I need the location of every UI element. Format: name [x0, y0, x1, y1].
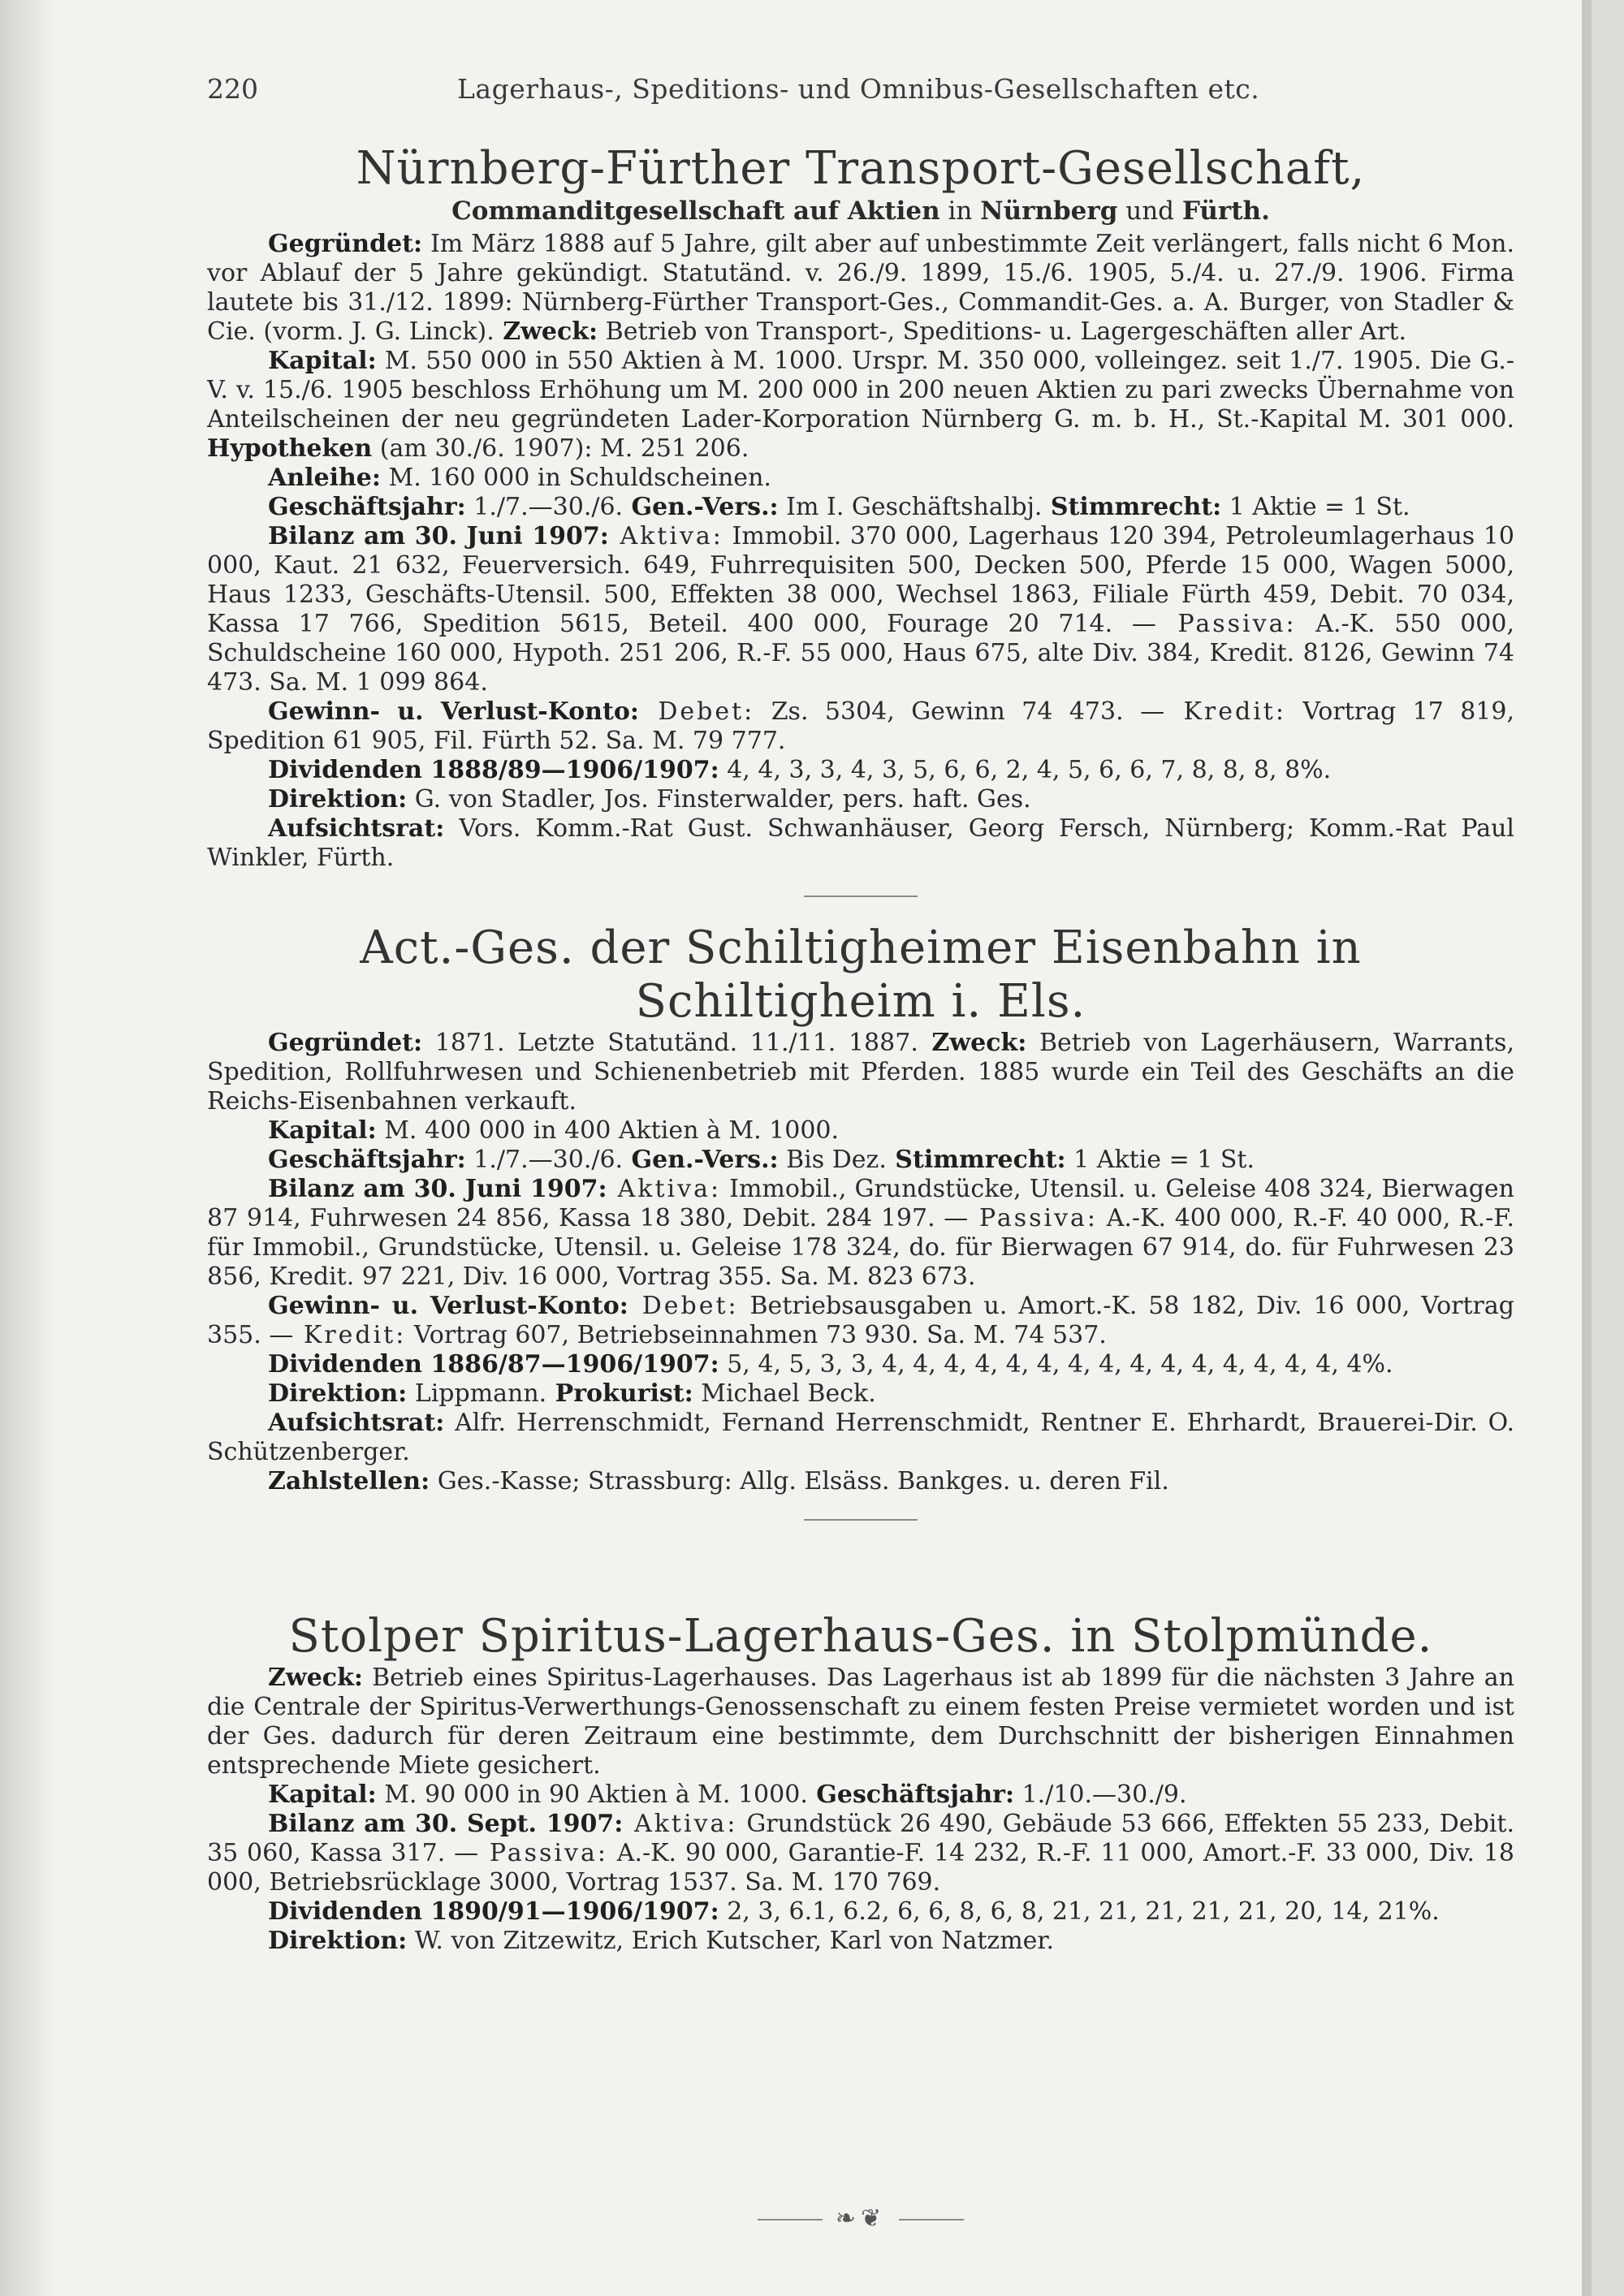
- entry-spaced-label: Passiva:: [478, 1839, 608, 1867]
- section-divider: [804, 1519, 918, 1521]
- entry-spaced-label: Passiva:: [968, 1204, 1099, 1232]
- entry-label: Direktion:: [268, 1379, 408, 1408]
- gutter-shadow: [0, 0, 57, 2296]
- entry-label: Stimmrecht:: [1042, 493, 1222, 521]
- entry-text: Immobil., Grundstücke, Utensil. u. Geleise 408 324, Bierwagen 87 914, Fuhrwesen 24 856, Kassa 18 380, Debit. 284 197. —: [207, 1175, 1514, 1232]
- section-divider: [804, 896, 918, 897]
- entry-label: Kapital:: [268, 1780, 377, 1809]
- entry-text: (am 30./6. 1907): M. 251 206.: [372, 434, 749, 463]
- subtitle-und: und: [1117, 196, 1182, 226]
- section-title: Act.-Ges. der Schiltigheimer Eisenbahn in Schiltigheim i. Els.: [360, 921, 1362, 1028]
- content: [207, 142, 1515, 2233]
- entry-label: Dividenden 1888/89—1906/1907:: [268, 756, 719, 784]
- entry-spaced-label: Passiva:: [1155, 610, 1297, 638]
- entry-label: Gewinn- u. Verlust-Konto:: [268, 697, 639, 726]
- entry-bilanz: [207, 1175, 1514, 1292]
- entry-label: Gen.-Vers.:: [623, 1146, 779, 1174]
- entry-label: Stimmrecht:: [886, 1146, 1066, 1174]
- section-title: Stolper Spiritus-Lagerhaus-Ges. in Stolpmünde.: [288, 1610, 1433, 1663]
- entry-dividenden: [207, 1897, 1514, 1927]
- entry-label: Zahlstellen:: [268, 1467, 430, 1495]
- ornament-rule-left: [758, 2219, 823, 2220]
- entry-label: Kapital:: [268, 347, 377, 375]
- entry-geschaeftsjahr: [207, 493, 1514, 522]
- entry-text: Vortrag 17 819, Spedition 61 905, Fil. Fürth 52. Sa. M. 79 777.: [207, 697, 1514, 755]
- entry-geschaeftsjahr: [207, 1146, 1514, 1175]
- entry-label: Dividenden 1886/87—1906/1907:: [268, 1350, 719, 1379]
- entry-spaced-label: Debet:: [628, 1292, 739, 1320]
- ornament-rule-right: [899, 2219, 964, 2220]
- entry-text: Vortrag 607, Betriebseinnahmen 73 930. Sa. M. 74 537.: [406, 1321, 1107, 1349]
- entry-label: Geschäftsjahr:: [268, 1146, 466, 1174]
- entry-text: 4, 4, 3, 3, 4, 3, 5, 6, 6, 2, 4, 5, 6, 6, 7, 8, 8, 8, 8%.: [719, 756, 1332, 784]
- entry-label: Prokurist:: [546, 1379, 693, 1408]
- entry-text: 2, 3, 6.1, 6.2, 6, 6, 8, 6, 8, 21, 21, 21, 21, 21, 20, 14, 21%.: [719, 1897, 1440, 1926]
- entry-direktion: [207, 1379, 1514, 1409]
- entry-text: Betrieb von Transport-, Speditions- u. Lagergeschäften aller Art.: [598, 317, 1406, 346]
- entry-label: Geschäftsjahr:: [807, 1780, 1015, 1809]
- subtitle-in: in: [939, 196, 981, 226]
- section-title: Nürnberg-Fürther Transport-Gesellschaft,: [356, 142, 1366, 195]
- entry-text: Betrieb eines Spiritus-Lagerhauses. Das Lagerhaus ist ab 1899 für die nächsten 3 Jahre an die Centrale der Spiritus-Verwerthungs-Genossenschaft zu einem festen Preise vermietet worden und ist der Ges. dadurch für deren Zeitraum eine bestimmte, dem Durchschnitt der bisherigen Einnahmen entsprechende Miete gesichert.: [207, 1664, 1514, 1780]
- entry-text: Zs. 5304, Gewinn 74 473. —: [754, 697, 1165, 726]
- entry-spaced-label: Aktiva:: [607, 1175, 722, 1203]
- entry-spaced-label: Kredit:: [1164, 697, 1286, 726]
- entry-spaced-label: Aktiva:: [608, 522, 723, 550]
- entry-text: G. von Stadler, Jos. Finsterwalder, pers. haft. Ges.: [407, 785, 1031, 814]
- entry-text: 1./10.—30./9.: [1014, 1780, 1187, 1809]
- entry-text: Betriebsausgaben u. Amort.-K. 58 182, Div. 16 000, Vortrag 355. —: [207, 1292, 1514, 1349]
- entry-text: Alfr. Herrenschmidt, Fernand Herrenschmidt, Rentner E. Ehrhardt, Brauerei-Dir. O. Schützenberger.: [207, 1409, 1514, 1466]
- entry-text: A.-K. 400 000, R.-F. 40 000, R.-F. für Immobil., Grundstücke, Utensil. u. Geleise 178 324, do. für Bierwagen 67 914, do. für Fuhrwesen 23 856, Kredit. 97 221, Div. 16 000, Vortrag 355. Sa. M. 823 673.: [207, 1204, 1514, 1291]
- entry-text: Michael Beck.: [693, 1379, 876, 1408]
- entry-text: A.-K. 90 000, Garantie-F. 14 232, R.-F. 11 000, Amort.-F. 33 000, Div. 18 000, Betriebsrücklage 3000, Vortrag 1537. Sa. M. 170 769.: [207, 1839, 1515, 1897]
- entry-label: Aufsichtsrat:: [268, 1409, 445, 1437]
- entry-label: Dividenden 1890/91—1906/1907:: [268, 1897, 719, 1926]
- subtitle-place-1: Nürnberg: [980, 196, 1118, 226]
- entry-text: Im I. Geschäftshalbj.: [778, 493, 1043, 521]
- subtitle-place-2: Fürth.: [1181, 196, 1270, 226]
- entry-text: M. 550 000 in 550 Aktien à M. 1000. Urspr. M. 350 000, volleingez. seit 1./7. 1905. Die G.-V. v. 15./6. 1905 beschloss Erhöhung um M. 200 000 in 200 neuen Aktien zu pari zwecks Übernahme von Anteilscheinen der neu gegründeten Lader-Korporation Nürnberg G. m. b. H., St.-Kapital M. 301 000.: [207, 347, 1514, 434]
- entry-label: Gen.-Vers.:: [623, 493, 779, 521]
- entry-label: Anleihe:: [268, 464, 381, 492]
- entry-text: 1./7.—30./6.: [465, 493, 624, 521]
- entry-text: Lippmann.: [407, 1379, 547, 1408]
- section-stolper: [207, 1610, 1514, 1956]
- entry-text: Ges.-Kasse; Strassburg: Allg. Elsäss. Bankges. u. deren Fil.: [430, 1467, 1169, 1495]
- entry-label: Kapital:: [268, 1116, 377, 1145]
- entry-text: M. 160 000 in Schuldscheinen.: [380, 464, 771, 492]
- entry-label: Direktion:: [268, 785, 408, 814]
- entry-text: Betrieb von Lagerhäusern, Warrants, Spedition, Rollfuhrwesen und Schienenbetrieb mit Pferden. 1885 wurde ein Teil des Geschäfts an die Reichs-Eisenbahnen verkauft.: [207, 1029, 1514, 1116]
- entry-label: Gegründet:: [268, 1029, 423, 1057]
- entry-label: Hypotheken: [207, 434, 373, 463]
- running-title: Lagerhaus-, Speditions- und Omnibus-Gesellschaften etc.: [457, 73, 1260, 105]
- entry-text: Bis Dez.: [778, 1146, 887, 1174]
- end-ornament: [207, 2204, 1514, 2233]
- entry-gegruendet: [207, 230, 1514, 347]
- entry-kapital: [207, 1116, 1514, 1146]
- entry-text: 1 Aktie = 1 St.: [1065, 1146, 1255, 1174]
- entry-label: Aufsichtsrat:: [268, 814, 445, 843]
- section-nuernberg-fuerther: [207, 142, 1514, 873]
- entry-gegruendet: [207, 1029, 1514, 1116]
- entry-spaced-label: Debet:: [638, 697, 755, 726]
- entry-label: Zweck:: [918, 1029, 1027, 1057]
- entry-label: Geschäftsjahr:: [268, 493, 466, 521]
- entry-anleihe: [207, 464, 1514, 493]
- entry-label: Zweck:: [268, 1664, 363, 1692]
- entry-text: 1871. Letzte Statutänd. 11./11. 1887.: [422, 1029, 918, 1057]
- entry-kapital: [207, 1780, 1514, 1810]
- entry-label: Gewinn- u. Verlust-Konto:: [268, 1292, 628, 1320]
- entry-text: Immobil. 370 000, Lagerhaus 120 394, Petroleumlagerhaus 10 000, Kaut. 21 632, Feuerversich. 649, Fuhrrequisiten 500, Decken 500, Pferde 15 000, Wagen 5000, Haus 1233, Geschäfts-Utensil. 500, Effekten 38 000, Wechsel 1863, Filiale Fürth 459, Debit. 70 034, Kassa 17 766, Spedition 5615, Beteil. 400 000, Fourage 20 714. —: [207, 522, 1514, 638]
- running-head: [0, 73, 1582, 114]
- entry-text: Im März 1888 auf 5 Jahre, gilt aber auf unbestimmte Zeit verlängert, falls nicht 6 Mon. vor Ablauf der 5 Jahre gekündigt. Statutänd. v. 26./9. 1899, 15./6. 1905, 5./4. u. 27./9. 1906. Firma lautete bis 31./12. 1899: Nürnberg-Fürther Transport-Ges., Commandit-Ges. a. A. Burger, von Stadler & Cie. (vorm. J. G. Linck).: [207, 230, 1514, 346]
- entry-label: Gegründet:: [268, 230, 423, 258]
- entry-label: Bilanz am 30. Juni 1907:: [268, 522, 609, 550]
- section-subtitle: [207, 196, 1514, 227]
- entry-label: Zweck:: [494, 317, 598, 346]
- entry-text: 1 Aktie = 1 St.: [1221, 493, 1410, 521]
- entry-kapital: [207, 347, 1514, 464]
- entry-spaced-label: Aktiva:: [623, 1810, 738, 1838]
- next-page-margin: [1592, 0, 1624, 2296]
- entry-aufsichtsrat: [207, 814, 1514, 873]
- entry-text: Vors. Komm.-Rat Gust. Schwanhäuser, Georg Fersch, Nürnberg; Komm.-Rat Paul Winkler, Fürth.: [207, 814, 1514, 872]
- section-schiltigheim: [207, 921, 1514, 1496]
- entry-dividenden: [207, 1350, 1514, 1379]
- entry-aufsichtsrat: [207, 1409, 1514, 1467]
- entry-direktion: [207, 785, 1514, 814]
- entry-direktion: [207, 1927, 1514, 1956]
- entry-text: 5, 4, 5, 3, 3, 4, 4, 4, 4, 4, 4, 4, 4, 4, 4, 4, 4, 4, 4, 4, 4%.: [719, 1350, 1393, 1379]
- entry-text: A.-K. 550 000, Schuldscheine 160 000, Hypoth. 251 206, R.-F. 55 000, Haus 675, alte Div. 384, Kredit. 8126, Gewinn 74 473. Sa. M. 1 099 864.: [207, 610, 1514, 697]
- entry-label: Direktion:: [268, 1927, 408, 1955]
- page-number: 220: [207, 73, 258, 105]
- fleuron-icon: ❧❦: [835, 2204, 887, 2233]
- entry-spaced-label: Kredit:: [293, 1321, 407, 1349]
- page-edge: [1582, 0, 1592, 2296]
- entry-gewinn-verlust: [207, 697, 1514, 756]
- entry-gewinn-verlust: [207, 1292, 1514, 1350]
- entry-zweck: [207, 1664, 1514, 1780]
- entry-label: Bilanz am 30. Sept. 1907:: [268, 1810, 624, 1838]
- entry-text: Grundstück 26 490, Gebäude 53 666, Effekten 55 233, Debit. 35 060, Kassa 317. —: [207, 1810, 1514, 1867]
- entry-bilanz: [207, 1810, 1514, 1897]
- entry-label: Bilanz am 30. Juni 1907:: [268, 1175, 607, 1203]
- entry-zahlstellen: [207, 1467, 1514, 1496]
- entry-text: W. von Zitzewitz, Erich Kutscher, Karl von Natzmer.: [407, 1927, 1055, 1955]
- entry-bilanz: [207, 522, 1514, 697]
- entry-text: 1./7.—30./6.: [465, 1146, 624, 1174]
- entry-text: M. 400 000 in 400 Aktien à M. 1000.: [376, 1116, 840, 1145]
- entry-dividenden: [207, 756, 1514, 785]
- subtitle-legal-form: Commanditgesellschaft auf Aktien: [451, 196, 940, 226]
- entry-text: M. 90 000 in 90 Aktien à M. 1000.: [376, 1780, 808, 1809]
- spacer: [207, 1545, 1514, 1610]
